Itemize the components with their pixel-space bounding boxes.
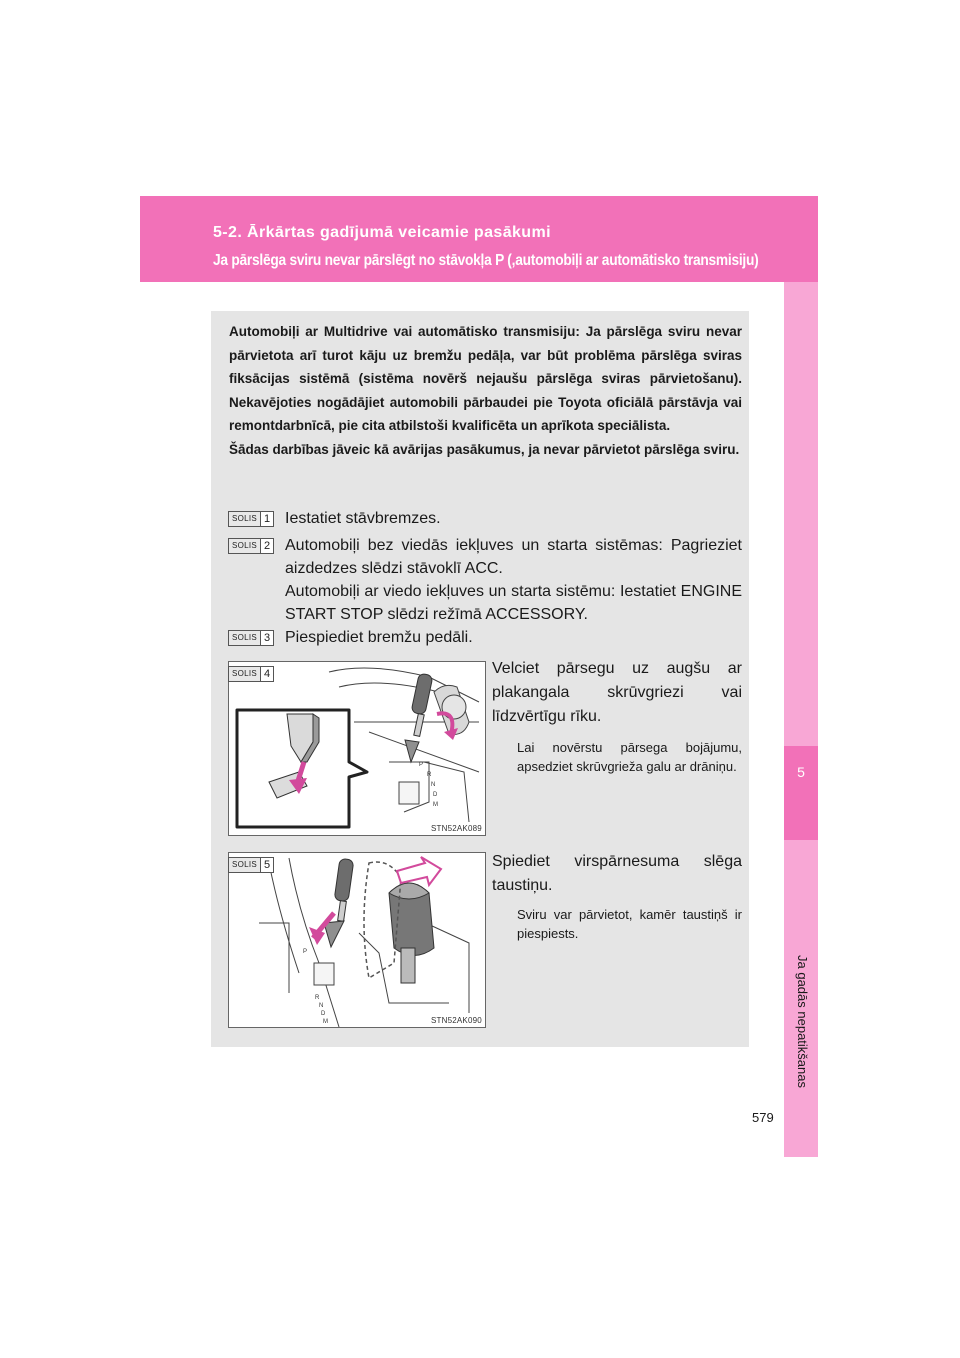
step-badge-1: SOLIS 1	[228, 511, 274, 527]
section-title: 5-2. Ārkārtas gadījumā veicamie pasākumi	[213, 224, 551, 241]
chapter-number: 5	[797, 764, 805, 780]
svg-text:P: P	[419, 762, 424, 768]
chapter-label: Ja gadās nepatikšanas	[795, 955, 810, 1088]
step-4-note: Lai novērstu pārsega bojājumu, apsedziet skrūvgrieža galu ar drāniņu.	[517, 740, 742, 774]
step-4-figure	[228, 661, 486, 836]
svg-text:D: D	[321, 1011, 326, 1017]
page-number: 579	[752, 1110, 774, 1125]
intro-text	[229, 320, 742, 461]
svg-text:M: M	[323, 1019, 328, 1025]
svg-text:N: N	[319, 1003, 324, 1009]
svg-text:D: D	[433, 792, 438, 798]
step-4-text: Velciet pārsegu uz augšu ar plakangala skrūvgriezi vai līdzvērtīgu rīku.	[492, 660, 742, 725]
svg-text:N: N	[431, 782, 436, 788]
svg-text:M: M	[433, 802, 438, 808]
step-badge-5: SOLIS 5	[228, 857, 274, 873]
svg-text:R: R	[315, 995, 320, 1001]
step-badge-2: SOLIS 2	[228, 538, 274, 554]
step-5-note: Sviru var pārvietot, kamēr taustiņš ir piespiests.	[517, 907, 742, 941]
chapter-tab-active	[784, 746, 818, 840]
step-5-figure	[228, 852, 486, 1028]
figure-code-step-4: STN52AK089	[431, 824, 482, 833]
page-title: Ja pārslēga sviru nevar pārslēgt no stāvokļa P (,automobiļi ar automātisko transmisiju)	[213, 252, 759, 269]
step-2-text: Automobiļi bez viedās iekļuves un starta sistēmas: Pagrieziet aizdedzes slēdzi stāvoklī ACC.	[285, 537, 742, 577]
shift-lever-cover-illustration	[229, 662, 485, 835]
step-badge-3: SOLIS 3	[228, 630, 274, 646]
shift-lock-override-illustration	[229, 853, 485, 1027]
intro-paragraph-1: Automobiļi ar Multidrive vai automātisko transmisiju: Ja pārslēga sviru nevar pārvietota arī turot kāju uz bremžu pedāļa, var būt problēma pārslēga sviras fiksācijas sistēmā (sistēma novērš nejaušu pārslēga sviras pārvietošanu). Nekavējoties nogādājiet automobili pārbaudei pie Toyota oficiālā pārstāvja vai remontdarbnīcā, pie cita atbilstoši kvalificēta un aprīkota speciālista.	[229, 324, 742, 433]
figure-code-step-5: STN52AK090	[431, 1016, 482, 1025]
intro-paragraph-2: Šādas darbības jāveic kā avārijas pasākumus, ja nevar pārvietot pārslēga sviru.	[229, 441, 740, 457]
step-2-text-alt: Automobiļi ar viedo iekļuves un starta sistēmu: Iestatiet ENGINE START STOP slēdzi režīmā ACCESSORY.	[285, 583, 742, 623]
step-3-text: Piespiediet bremžu pedāli.	[285, 629, 473, 646]
svg-text:P: P	[303, 949, 308, 955]
svg-text:R: R	[427, 772, 432, 778]
step-1-text: Iestatiet stāvbremzes.	[285, 510, 441, 527]
step-badge-4: SOLIS 4	[228, 666, 274, 682]
step-5-text: Spiediet virspārnesuma slēga taustiņu.	[492, 853, 742, 894]
